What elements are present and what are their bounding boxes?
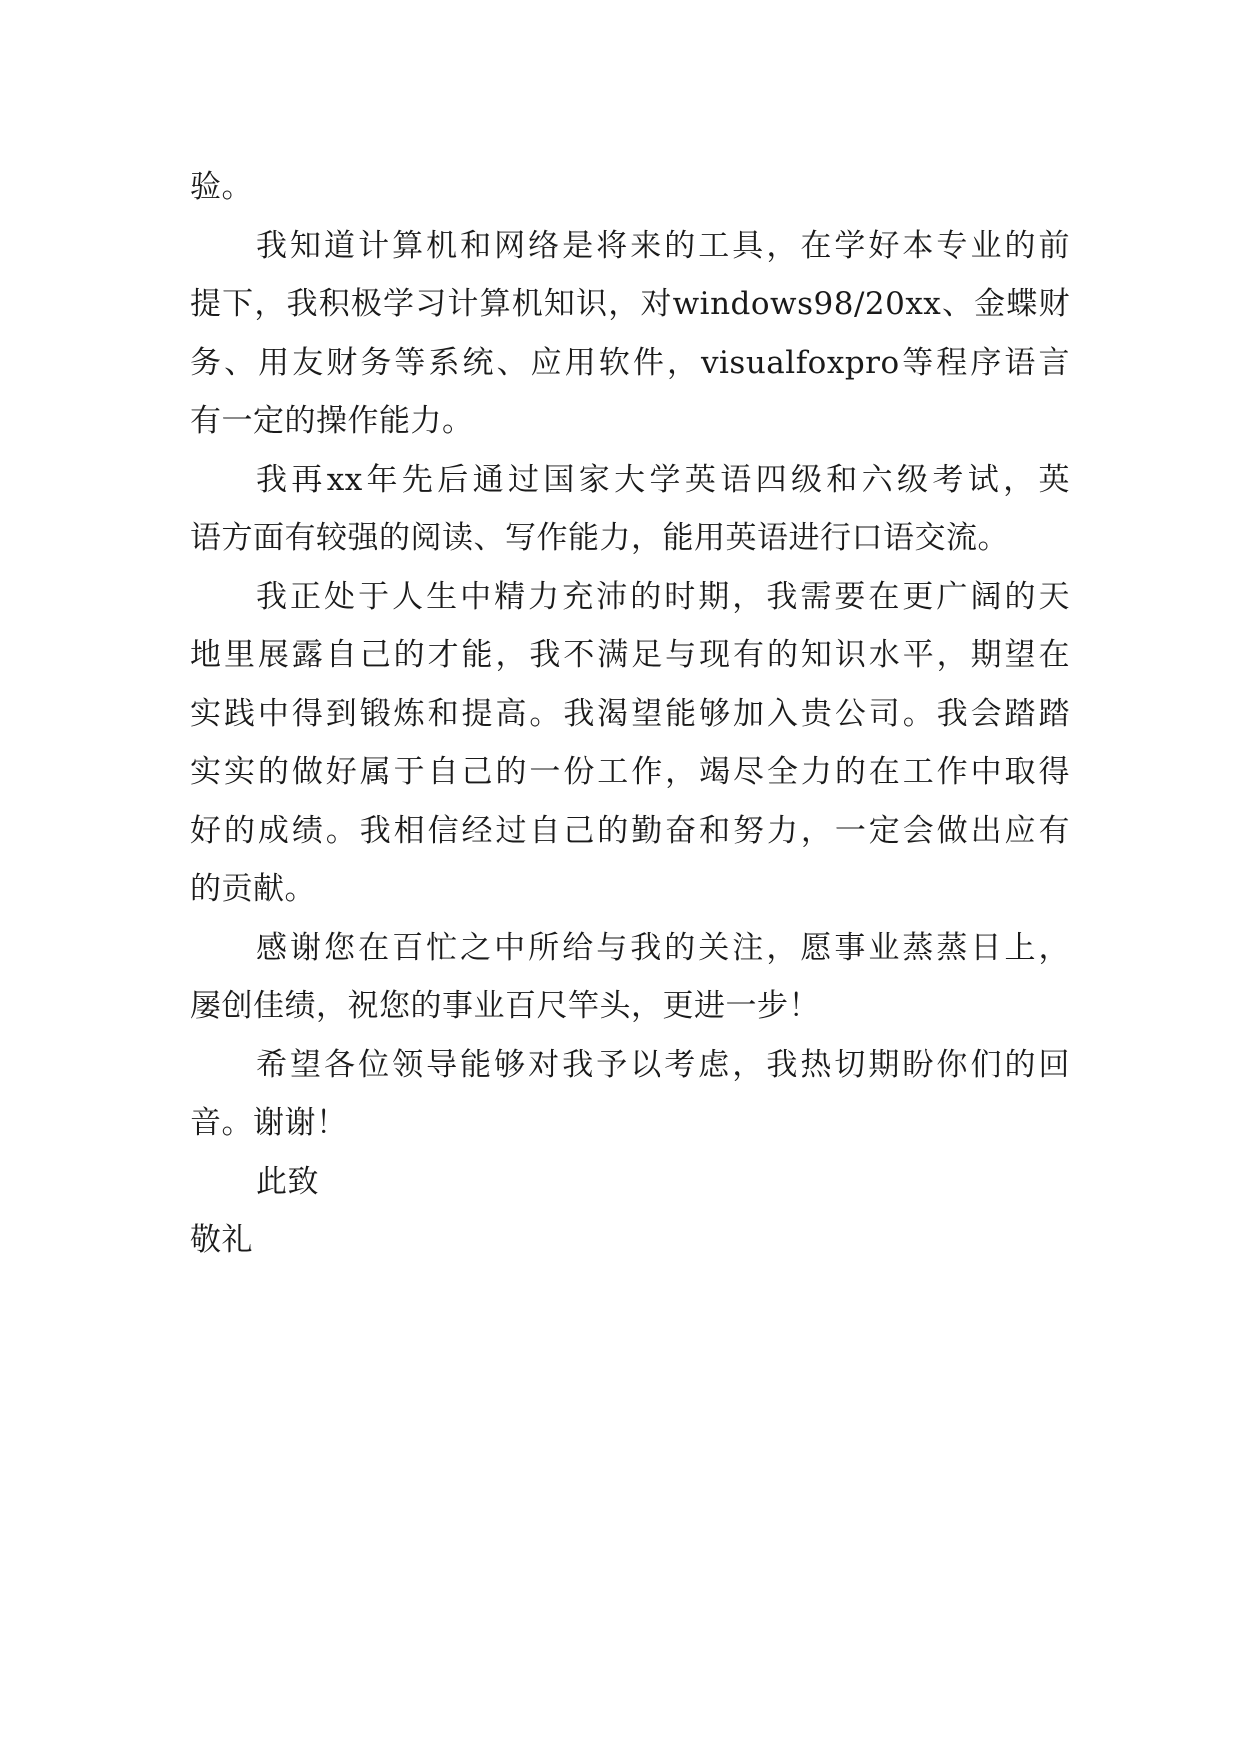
text-line: 好的成绩。我相信经过自己的勤奋和努力，一定会做出应有 <box>190 812 1070 849</box>
closing-line: 此致 <box>256 1163 319 1200</box>
text-line: 地里展露自己的才能，我不满足与现有的知识水平，期望在 <box>190 637 1070 673</box>
text-line: 务、用友财务等系统、应用软件，visualfoxpro等程序语言 <box>190 344 1070 381</box>
text-line: 感谢您在百忙之中所给与我的关注，愿事业蒸蒸日上， <box>256 929 1070 966</box>
text-line: 屡创佳绩，祝您的事业百尺竿头，更进一步！ <box>190 988 820 1024</box>
text-line: 实实的做好属于自己的一份工作，竭尽全力的在工作中取得 <box>190 754 1070 790</box>
letter-body <box>190 158 1070 1270</box>
text-line: 我知道计算机和网络是将来的工具，在学好本专业的前 <box>256 227 1070 264</box>
text-line: 有一定的操作能力。 <box>190 403 474 439</box>
text-line: 验。 <box>190 169 253 205</box>
text-line: 的贡献。 <box>190 871 316 907</box>
text-line: 我正处于人生中精力充沛的时期，我需要在更广阔的天 <box>256 578 1070 615</box>
text-line: 语方面有较强的阅读、写作能力，能用英语进行口语交流。 <box>190 520 1009 556</box>
text-line: 音。谢谢！ <box>190 1105 348 1141</box>
text-line: 希望各位领导能够对我予以考虑，我热切期盼你们的回 <box>256 1046 1070 1083</box>
text-line: 我再xx年先后通过国家大学英语四级和六级考试，英 <box>256 461 1070 498</box>
text-line: 提下，我积极学习计算机知识，对windows98/20xx、金蝶财 <box>190 286 1070 322</box>
text-line: 实践中得到锻炼和提高。我渴望能够加入贵公司。我会踏踏 <box>190 695 1070 732</box>
salutation-line: 敬礼 <box>190 1222 253 1258</box>
